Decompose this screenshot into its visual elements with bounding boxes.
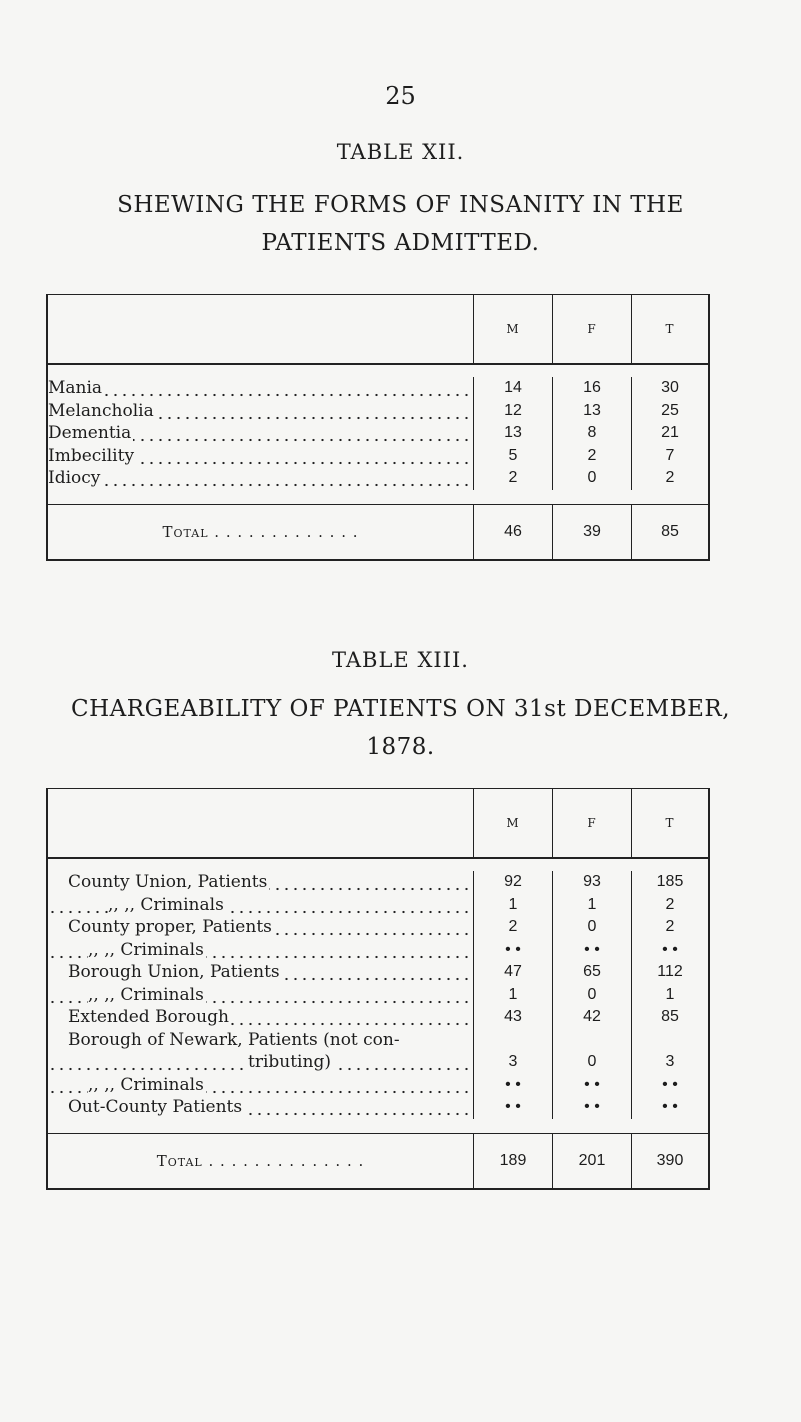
table12-total-row: Total . . . . . . . . . . . . . 46 39 85 xyxy=(48,505,708,561)
cell-m: 2 xyxy=(473,467,552,490)
total-m: 46 xyxy=(473,505,552,559)
cell-m: • • xyxy=(473,1074,552,1097)
row-label: ,, ,, Criminals xyxy=(88,1074,204,1095)
cell-t: 25 xyxy=(631,400,708,423)
row-label: Imbecility xyxy=(48,445,135,466)
table-row xyxy=(48,467,708,490)
cell-t: 3 xyxy=(631,1051,708,1074)
row-label: ,, ,, Criminals xyxy=(88,939,204,960)
row-label: Dementia xyxy=(48,423,132,444)
table12-col-f: F xyxy=(552,295,631,363)
table-row xyxy=(48,984,708,1007)
row-label: County proper, Patients xyxy=(48,917,274,937)
row-label: Borough Union, Patients xyxy=(48,962,282,982)
row-label: tributing) xyxy=(248,1052,331,1073)
cell-f: 8 xyxy=(552,422,631,445)
row-label: Mania xyxy=(48,378,103,399)
row-label: County Union, Patients xyxy=(48,872,269,892)
row-label: Out-County Patients xyxy=(48,1097,244,1117)
cell-f: 93 xyxy=(552,871,631,894)
cell-f: • • xyxy=(552,1096,631,1119)
table-row xyxy=(48,377,708,400)
row-label: Idiocy xyxy=(48,468,101,489)
table-row xyxy=(48,1051,708,1074)
page-number: 25 xyxy=(385,82,416,110)
table12-col-t: T xyxy=(631,295,708,363)
cell-t: 112 xyxy=(631,961,708,984)
table12-header xyxy=(48,294,708,365)
cell-t: • • xyxy=(631,1096,708,1119)
cell-f: 0 xyxy=(552,984,631,1007)
table12-caption: TABLE XII. xyxy=(336,140,465,164)
cell-t: 2 xyxy=(631,467,708,490)
cell-t: • • xyxy=(631,939,708,962)
table13-col-t: T xyxy=(631,789,708,857)
cell-m: 5 xyxy=(473,445,552,468)
cell-f: 42 xyxy=(552,1006,631,1029)
table12-heading-line2: PATIENTS ADMITTED. xyxy=(261,230,540,256)
cell-m: 47 xyxy=(473,961,552,984)
cell-t: • • xyxy=(631,1074,708,1097)
table-row xyxy=(48,1096,708,1119)
table-row xyxy=(48,961,708,984)
cell-m: 13 xyxy=(473,422,552,445)
row-label: ,, ,, Criminals xyxy=(88,984,204,1005)
table13-header xyxy=(48,788,708,859)
cell-t: 21 xyxy=(631,422,708,445)
table-row xyxy=(48,1006,708,1029)
total-t: 390 xyxy=(631,1134,708,1188)
cell-t xyxy=(631,1029,708,1052)
row-label: ,, ,, Criminals xyxy=(108,894,224,915)
cell-f: • • xyxy=(552,939,631,962)
cell-t: 30 xyxy=(631,377,708,400)
total-f: 201 xyxy=(552,1134,631,1188)
total-label: Total xyxy=(162,522,209,541)
cell-t: 1 xyxy=(631,984,708,1007)
cell-f: • • xyxy=(552,1074,631,1097)
table-row xyxy=(48,1029,708,1052)
table13-body xyxy=(48,859,708,1134)
table-row xyxy=(48,1074,708,1097)
cell-t: 2 xyxy=(631,894,708,917)
cell-m: 1 xyxy=(473,894,552,917)
total-t: 85 xyxy=(631,505,708,559)
cell-m: 12 xyxy=(473,400,552,423)
total-label: Total xyxy=(156,1151,203,1170)
cell-t: 185 xyxy=(631,871,708,894)
cell-m: 14 xyxy=(473,377,552,400)
table13-heading-line2: 1878. xyxy=(366,734,435,760)
table13-col-m: M xyxy=(473,789,552,857)
row-label: Borough of Newark, Patients (not con- xyxy=(48,1030,402,1050)
cell-f xyxy=(552,1029,631,1052)
table-row xyxy=(48,939,708,962)
table13-total-row: Total . . . . . . . . . . . . . . 189 201 390 xyxy=(48,1134,708,1190)
table-row xyxy=(48,894,708,917)
cell-f: 65 xyxy=(552,961,631,984)
table-row xyxy=(48,400,708,423)
total-m: 189 xyxy=(473,1134,552,1188)
cell-f: 0 xyxy=(552,916,631,939)
table12 xyxy=(46,294,710,561)
cell-m xyxy=(473,1029,552,1052)
cell-m: 3 xyxy=(473,1051,552,1074)
cell-f: 0 xyxy=(552,1051,631,1074)
total-f: 39 xyxy=(552,505,631,559)
table13-heading-line1: CHARGEABILITY OF PATIENTS ON 31st DECEMBER, xyxy=(70,696,731,722)
cell-m: • • xyxy=(473,939,552,962)
cell-m: 1 xyxy=(473,984,552,1007)
table-row xyxy=(48,422,708,445)
table13-col-f: F xyxy=(552,789,631,857)
cell-m: 43 xyxy=(473,1006,552,1029)
table12-body xyxy=(48,365,708,505)
cell-f: 16 xyxy=(552,377,631,400)
table-row xyxy=(48,871,708,894)
cell-f: 2 xyxy=(552,445,631,468)
cell-m: • • xyxy=(473,1096,552,1119)
cell-t: 7 xyxy=(631,445,708,468)
table12-col-m: M xyxy=(473,295,552,363)
cell-t: 85 xyxy=(631,1006,708,1029)
table-row xyxy=(48,445,708,468)
table12-heading-line1: SHEWING THE FORMS OF INSANITY IN THE xyxy=(117,192,684,218)
cell-f: 1 xyxy=(552,894,631,917)
row-label: Extended Borough xyxy=(48,1007,231,1027)
table-row xyxy=(48,916,708,939)
table13 xyxy=(46,788,710,1190)
row-label: Melancholia xyxy=(48,400,154,421)
cell-m: 92 xyxy=(473,871,552,894)
cell-f: 0 xyxy=(552,467,631,490)
cell-m: 2 xyxy=(473,916,552,939)
cell-f: 13 xyxy=(552,400,631,423)
cell-t: 2 xyxy=(631,916,708,939)
table13-caption: TABLE XIII. xyxy=(332,648,469,672)
